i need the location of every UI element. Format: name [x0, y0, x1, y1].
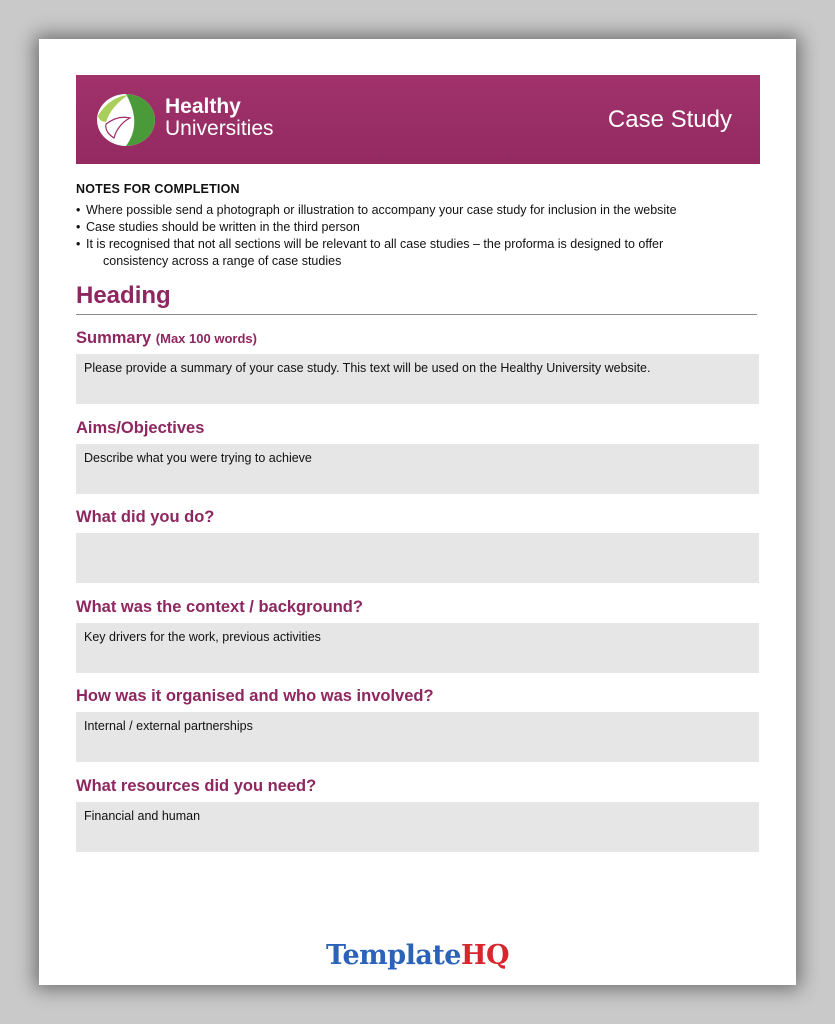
summary-word-limit: (Max 100 words) [155, 331, 257, 346]
notes-item [76, 202, 766, 219]
heading-divider [76, 314, 757, 315]
bullet-icon: • [76, 237, 81, 251]
document-page [39, 39, 796, 985]
aims-section-title: Aims/Objectives [76, 419, 205, 437]
watermark-part-2: HQ [461, 940, 510, 971]
healthy-universities-logo-icon [96, 92, 158, 148]
summary-field[interactable]: Please provide a summary of your case study. This text will be used on the Healthy University website. [76, 354, 759, 404]
header-banner [76, 75, 760, 164]
watermark-part-1: Template [325, 940, 461, 971]
aims-field[interactable]: Describe what you were trying to achieve [76, 444, 759, 494]
bullet-icon: • [76, 203, 81, 217]
summary-section-title [76, 329, 257, 348]
notes-item-text: Where possible send a photograph or illustration to accompany your case study for inclusion in the website [86, 203, 677, 217]
notes-item-text-continued: consistency across a range of case studies [103, 254, 342, 268]
resources-field[interactable]: Financial and human [76, 802, 759, 852]
bullet-icon: • [76, 220, 81, 234]
what-did-you-do-field[interactable] [76, 533, 759, 583]
summary-title-text: Summary [76, 329, 152, 347]
organisation-field[interactable]: Internal / external partnerships [76, 712, 759, 762]
notes-title: NOTES FOR COMPLETION [76, 182, 240, 196]
notes-list [76, 202, 766, 270]
notes-item-text: It is recognised that not all sections will be relevant to all case studies – the proforma is designed to offer [86, 237, 664, 251]
logo-line-2: Universities [165, 117, 274, 140]
page-heading: Heading [76, 282, 171, 309]
document-type-title: Case Study [607, 106, 732, 133]
notes-item-text: Case studies should be written in the third person [86, 220, 360, 234]
context-field[interactable]: Key drivers for the work, previous activities [76, 623, 759, 673]
notes-item [76, 236, 766, 270]
logo-wordmark [165, 96, 274, 140]
templatehq-watermark [39, 940, 796, 971]
logo-line-1: Healthy [165, 95, 241, 118]
notes-item [76, 219, 766, 236]
what-did-you-do-section-title: What did you do? [76, 508, 215, 526]
resources-section-title: What resources did you need? [76, 777, 317, 795]
organisation-section-title: How was it organised and who was involved? [76, 687, 434, 705]
context-section-title: What was the context / background? [76, 598, 363, 616]
